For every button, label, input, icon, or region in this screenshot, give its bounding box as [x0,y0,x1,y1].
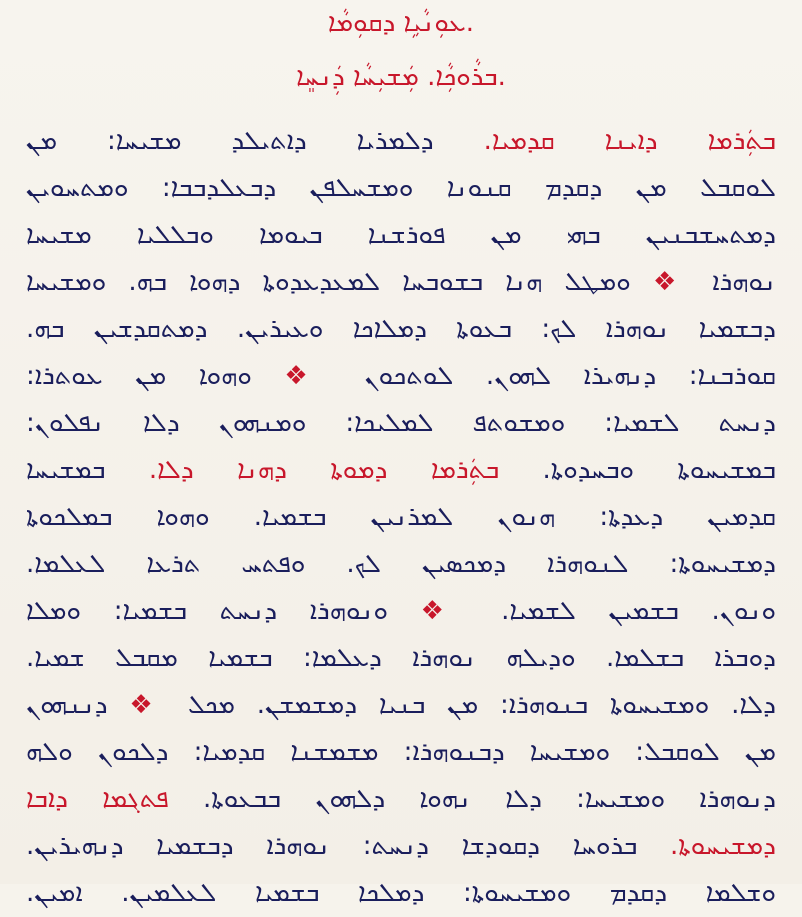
rubric-text: ܒܬܲܪܡܐ ܕܡܘܬܐ ܕܗܢܐ ܕܠܐ. [148,455,500,485]
rubric-text: ❖ [639,267,691,297]
body-text: ܘܗܘܐ ܡܢ ܥܘܬܪܐ: [26,361,261,391]
body-text: ܕܡܬܚܫܒܢܝܢ ܒܗܝ ܡܢ ܦܘܪܫܢܐ ܒܝܘܡܐ ܘܒܠܠܝܐ ܡܫܝܚܐ [26,220,776,250]
rubric-text: ܦܬܓܡܐ ܕܐܒܐ [26,784,169,814]
body-text: ܩܕܡܝܢ ܕܥܕܬܐ: ܗܢܘܢ ܠܡܪܢܝܢ ܒܫܡܝܐ. ܘܗܘܐ ܒܡܠܟܘܬܐ [26,502,776,532]
body-text: ܕܢܢܗܘܢ [26,690,116,720]
rubric-text: ❖ [396,596,469,626]
text-line [26,400,776,447]
body-text: ܩܘܪܒܢܐ: ܕܢܗܝܪܐ ܠܗܘܢ. ܠܘܬܟܘܢ [331,361,776,391]
text-line [26,729,776,776]
text-line [26,682,776,729]
text-line [26,165,776,212]
body-text: ܕܒܫܡܝܐ ܢܘܗܪܐ ܠܟ: ܒܥܘܬܐ ܕܡܠܐܟܐ ܘܥܝܪܝܢ. ܕܡܬܩܕܫܝܢ ܒܗ. [26,314,776,344]
body-text: ܘܡܛܠ ܗܢܐ ܒܫܘܒܚܐ ܠܡܥܕܥܕܘܬܐ ܕܗܘܐ ܒܗ. ܘܡܫܝܚܐ [26,267,640,297]
text-line [26,447,776,494]
heading-line-1 [0,8,802,39]
body-text: ܘܢܘܗܪܐ ܕܢܚܬ ܒܫܡܝܐ: ܘܡܠܐ [26,596,397,626]
heading-line-2 [0,62,802,93]
text-line [26,588,776,635]
body-text: ܕܢܚܬ ܠܫܡܝܐ: ܘܡܫܘܬܦ ܠܡܠܝܟܐ: ܘܡܢܗܘܢ ܕܠܐ ܢܦܠܘܢ: [26,408,776,438]
body-text: ܕܡܫܝܚܘܬܐ: ܠܢܘܗܪܐ ܕܡܟܣܝܢ ܠܟ. ܘܦܬܚ ܬܪܥܐ ܠܥܠܡܐ. [26,549,776,579]
text-line [26,259,776,306]
text-line [26,118,776,165]
body-text: ܡܢ ܠܘܩܒܠ: ܘܡܫܝܚܐ ܕܒܢܘܗܪܐ: ܡܫܡܫܢܐ ܩܕܡܝܐ: ܕܠܟܘܢ ܘܠܗ [26,737,776,767]
body-text: ܕܘܒܪܐ ܒܫܠܡܐ. ܘܕܝܠܗ ܢܘܗܪܐ ܕܥܠܡܐ: ܒܫܡܝܐ ܡܩܒܠ ܫܡܝܐ. [26,643,776,673]
body-text: ܕܠܡܪܝܐ ܕܐܬܝܠܕ ܡܫܝܚܐ: ܡܢ [26,126,484,156]
body-text: ܒܪܘܚܐ ܕܩܘܕܫܐ ܕܢܚܬ: ܢܘܗܪܐ ܕܒܫܡܝܐ ܕܢܗܝܪܝܢ. [26,831,671,861]
rubric-text: ❖ [115,690,167,720]
text-line [26,212,776,259]
text-line [26,823,776,870]
body-text: ܘܫܠܡܐ ܕܩܕܡ ܘܡܫܝܚܘܬܐ: ܕܡܠܟܐ ܒܫܡܝܐ ܠܥܠܡܝܢ. ܐܡܝܢ. [26,878,776,908]
body-text: ܒܡܫܝܚܐ [26,455,149,485]
text-line [26,776,776,823]
rubric-text: ❖ [260,361,332,391]
body-text: ܕܠܐ. ܘܡܫܝܚܘܬܐ ܒܢܘܗܪܐ: ܡܢ ܒܢܝܐ ܕܡܫܡܫܢ. ܡܟܠ [166,690,776,720]
body-text: ܠܘܩܒܠ ܡܢ ܕܩܕܡ ܩܢܘܢܐ ܘܡܫܚܠܦܢ ܕܒܥܠܕܒܒܐ: ܘܡܬܚܘܝܢ [26,173,776,203]
text-line [26,541,776,588]
body-text: ܢܘܗܪܐ [690,267,776,297]
text-line [26,353,776,400]
body-text: ܒܡܫܝܚܘܬܐ ܘܒܚܕܘܬܐ. [499,455,776,485]
body-text: ܕܢܘܗܪܐ ܘܡܫܝܚܐ: ܕܠܐ ܢܗܘܐ ܕܠܗܘܢ ܒܒܥܘܬܐ. [168,784,776,814]
heading-title-2: ܒܪܵܘܟܼܵܐ. ܡܲܫܝܼܚܵܐ ܕܲܢܚܸܐ. [296,62,506,92]
text-line [26,870,776,917]
text-line [26,635,776,682]
text-body [26,118,776,917]
body-text: ܘܢܘܢ. ܒܫܡܝܢ ܠܫܡܝܐ. [468,596,776,626]
text-line [26,306,776,353]
text-line [26,494,776,541]
heading-title-1: ܥܘܼܢܵܝܹܐ ܕܩܘܼܡܵܐ. [327,8,475,38]
rubric-text: ܕܡܫܝܚܘܬܐ. [670,831,776,861]
rubric-text: ܒܬܲܪܡܐ ܕܐܝܢܐ ܩܕܡܝܐ. [483,126,776,156]
